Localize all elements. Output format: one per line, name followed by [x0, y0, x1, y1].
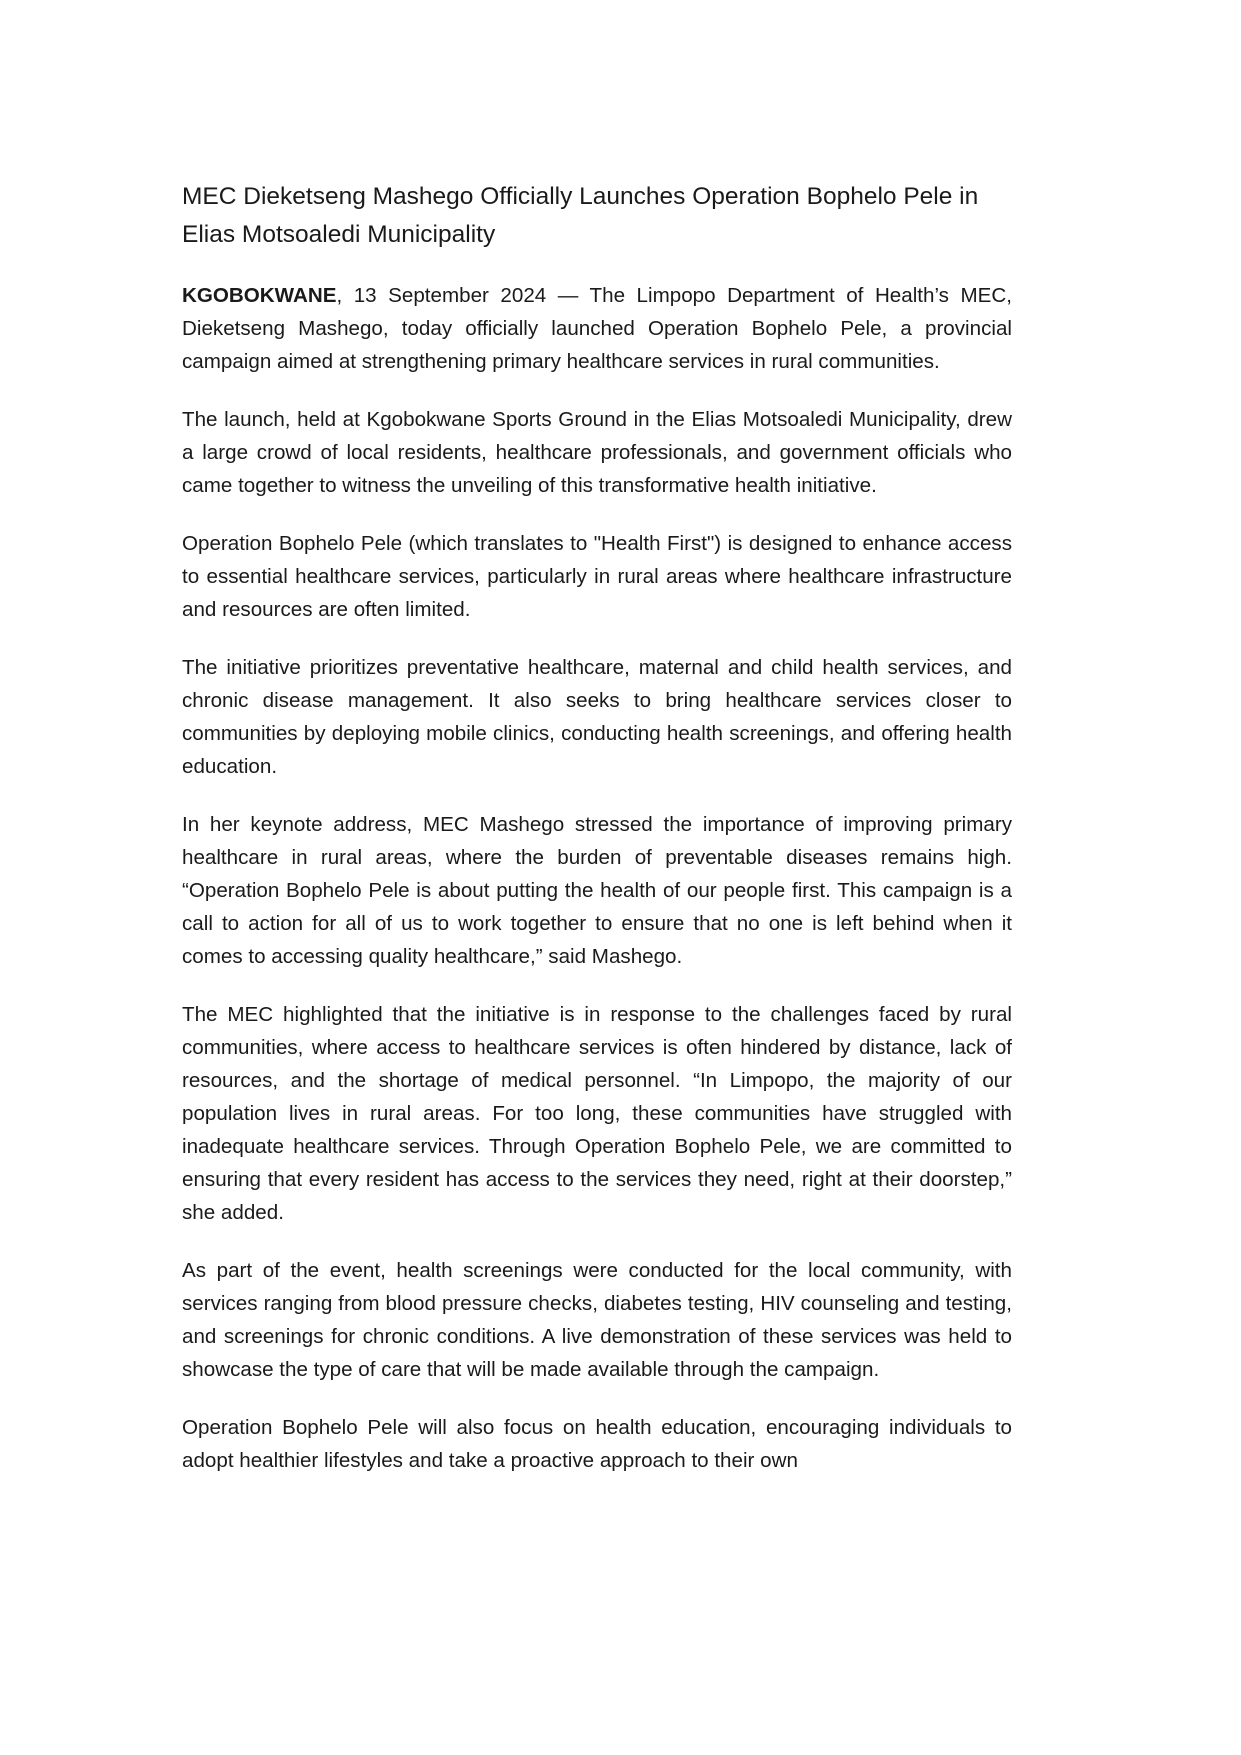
- paragraph-challenges: The MEC highlighted that the initiative is in response to the challenges faced by rural communities, where access to healthcare services is often hindered by distance, lack of resources, and the shortage of medical personnel. “In Limpopo, the majority of our population lives in rural areas. For too long, these communities have struggled with inadequate healthcare services. Through Operation Bophelo Pele, we are committed to ensuring that every resident has access to the services they need, right at their doorstep,” she added.: [182, 1003, 1012, 1224]
- paragraph-launch: The launch, held at Kgobokwane Sports Ground in the Elias Motsoaledi Municipality, drew a large crowd of local residents, healthcare professionals, and government officials who came together to witness the unveiling of this transformative health initiative.: [182, 408, 1012, 497]
- paragraph-priorities: The initiative prioritizes preventative healthcare, maternal and child health services, and chronic disease management. It also seeks to bring healthcare services closer to communities by deploying mobile clinics, conducting health screenings, and offering health education.: [182, 656, 1012, 778]
- paragraph-education: Operation Bophelo Pele will also focus on health education, encouraging individuals to adopt healthier lifestyles and take a proactive approach to their own: [182, 1416, 1012, 1472]
- paragraph-definition: Operation Bophelo Pele (which translates to "Health First") is designed to enhance access to essential healthcare services, particularly in rural areas where healthcare infrastructure and resources are often limited.: [182, 532, 1012, 621]
- document-body: [182, 178, 1012, 1502]
- paragraph-dateline: [182, 279, 1012, 378]
- paragraph-screenings: As part of the event, health screenings were conducted for the local community, with services ranging from blood pressure checks, diabetes testing, HIV counseling and testing, and screenings for chronic conditions. A live demonstration of these services was held to showcase the type of care that will be made available through the campaign.: [182, 1259, 1012, 1381]
- document-title: MEC Dieketseng Mashego Officially Launches Operation Bophelo Pele in Elias Motsoaledi Municipality: [182, 183, 979, 248]
- dateline-place: KGOBOKWANE: [182, 284, 337, 307]
- paragraph-keynote: In her keynote address, MEC Mashego stressed the importance of improving primary healthcare in rural areas, where the burden of preventable diseases remains high. “Operation Bophelo Pele is about putting the health of our people first. This campaign is a call to action for all of us to work together to ensure that no one is left behind when it comes to accessing quality healthcare,” said Mashego.: [182, 813, 1012, 968]
- dateline-text: , 13 September 2024 — The Limpopo Department of Health’s MEC, Dieketseng Mashego, today officially launched Operation Bophelo Pele, a provincial campaign aimed at strengthening primary healthcare services in rural communities.: [182, 284, 1012, 373]
